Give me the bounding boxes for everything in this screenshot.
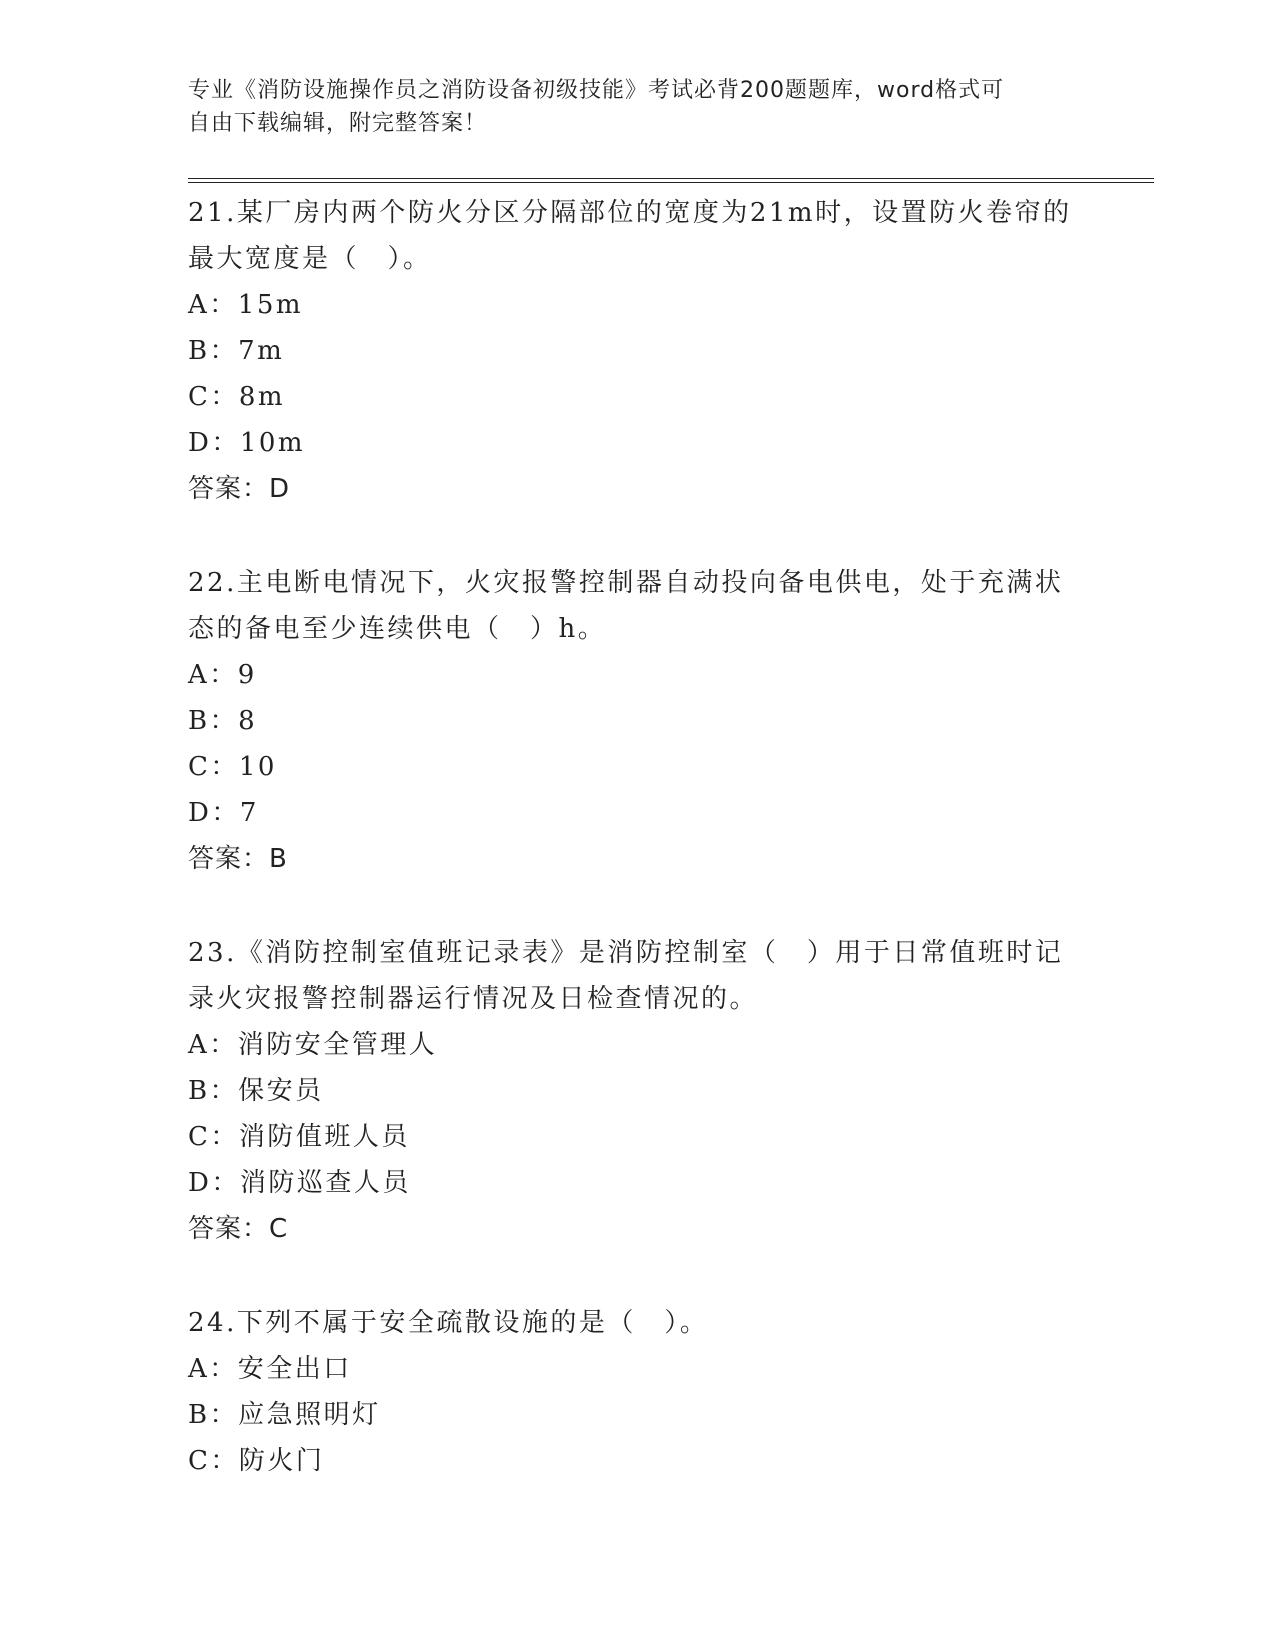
- option-d: D：消防巡查人员: [188, 1168, 411, 1198]
- option-d: D：7: [188, 798, 259, 828]
- question-22: [188, 560, 1088, 882]
- option-a: A：9: [188, 660, 257, 690]
- header-line-1: 专业《消防设施操作员之消防设备初级技能》考试必背200题题库，word格式可: [188, 78, 1005, 103]
- option-a: A：安全出口: [188, 1354, 352, 1384]
- option-c: C：10: [188, 752, 277, 782]
- header-divider-top: [188, 178, 1154, 179]
- option-b: B：7m: [188, 336, 285, 366]
- header-line-2: 自由下载编辑，附完整答案！: [188, 111, 488, 136]
- option-c: C：消防值班人员: [188, 1122, 410, 1152]
- option-a: A：消防安全管理人: [188, 1030, 438, 1060]
- question-text-line: 录火灾报警控制器运行情况及日检查情况的。: [188, 984, 759, 1014]
- header-divider-bottom: [188, 182, 1154, 183]
- option-b: B：保安员: [188, 1076, 324, 1106]
- option-b: B：8: [188, 706, 258, 736]
- option-d: D：10m: [188, 428, 306, 458]
- question-23: [188, 930, 1088, 1252]
- answer: 答案：B: [188, 844, 288, 874]
- question-list: [188, 190, 1088, 1532]
- question-21: [188, 190, 1088, 512]
- option-c: C：防火门: [188, 1446, 325, 1476]
- question-text-line: 21.某厂房内两个防火分区分隔部位的宽度为21m时，设置防火卷帘的: [188, 198, 1072, 228]
- question-24: [188, 1300, 1088, 1484]
- question-text-line: 最大宽度是（ ）。: [188, 244, 432, 274]
- question-text-line: 23.《消防控制室值班记录表》是消防控制室（ ）用于日常值班时记: [188, 938, 1064, 968]
- option-c: C：8m: [188, 382, 286, 412]
- question-text-line: 24.下列不属于安全疏散设施的是（ ）。: [188, 1308, 709, 1338]
- answer: 答案：C: [188, 1214, 289, 1244]
- option-a: A：15m: [188, 290, 304, 320]
- option-b: B：应急照明灯: [188, 1400, 381, 1430]
- question-text-line: 22.主电断电情况下，火灾报警控制器自动投向备电供电，处于充满状: [188, 568, 1064, 598]
- question-text-line: 态的备电至少连续供电（ ）h。: [188, 614, 607, 644]
- document-header: [188, 74, 1088, 140]
- answer: 答案：D: [188, 474, 291, 504]
